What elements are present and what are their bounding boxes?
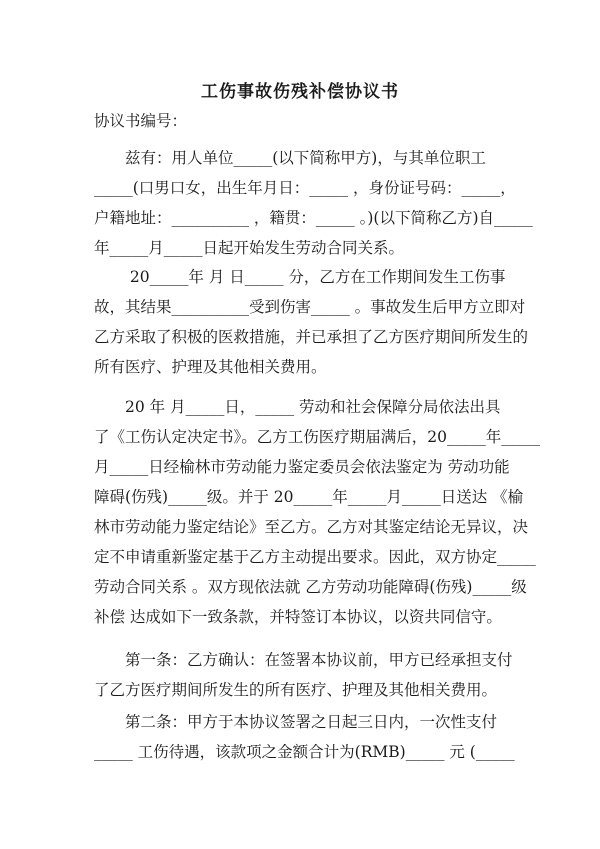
paragraph-line: 月_____日经榆林市劳动能力鉴定委员会依法鉴定为 劳动功能	[94, 458, 510, 476]
document-title: 工伤事故伤残补偿协议书	[201, 82, 399, 102]
paragraph-line: 补偿 达成如下一致条款，并特签订本协议，以资共同信守。	[94, 608, 502, 626]
article-two-line: _____ 工伤待遇，该款项之金额合计为(RMB)_____ 元 (_____	[94, 743, 515, 761]
paragraph-line: 20 年 月_____日，_____ 劳动和社会保障分局依法出具	[94, 398, 501, 416]
paragraph-line: 劳动合同关系 。双方现依法就 乙方劳动功能障碍(伤残)_____级	[94, 578, 527, 596]
paragraph-line: 障碍(伤残)_____级。并于 20_____年_____月_____日送达 《榆	[94, 488, 524, 506]
agreement-number-line: 协议书编号：	[94, 112, 188, 130]
paragraph-line: 乙方采取了积极的医救措施，并已承担了乙方医疗期间所发生的	[94, 328, 529, 346]
article-one-line: 第一条：乙方确认：在签署本协议前，甲方已经承担支付	[94, 651, 513, 669]
paragraph-line: 户籍地址：__________ ，籍贯：_____ 。)(以下简称乙方)自_____	[94, 209, 533, 227]
paragraph-line: 林市劳动能力鉴定结论》至乙方。乙方对其鉴定结论无异议，决	[94, 518, 529, 536]
article-one-line: 了乙方医疗期间所发生的所有医疗、护理及其他相关费用。	[94, 681, 498, 699]
paragraph-line: 20_____年 月 日_____ 分，乙方在工作期间发生工伤事	[94, 268, 506, 286]
paragraph-line: 所有医疗、护理及其他相关费用。	[94, 358, 327, 376]
paragraph-line: 故，其结果__________受到伤害_____ 。事故发生后甲方立即对	[94, 298, 526, 316]
paragraph-line: _____(口男口女，出生年月日：_____ ，身份证号码：_____，	[94, 179, 516, 197]
paragraph-line: 定不申请重新鉴定基于乙方主动提出要求。因此，双方协定_____	[94, 548, 536, 566]
paragraph-line: 了《工伤认定决定书》。乙方工伤医疗期届满后，20_____年_____	[94, 428, 540, 446]
paragraph-line: 年_____月_____日起开始发生劳动合同关系。	[94, 239, 405, 257]
article-two-line: 第二条：甲方于本协议签署之日起三日内，一次性支付	[94, 713, 498, 731]
paragraph-line: 兹有：用人单位_____(以下简称甲方)，与其单位职工	[94, 149, 486, 167]
